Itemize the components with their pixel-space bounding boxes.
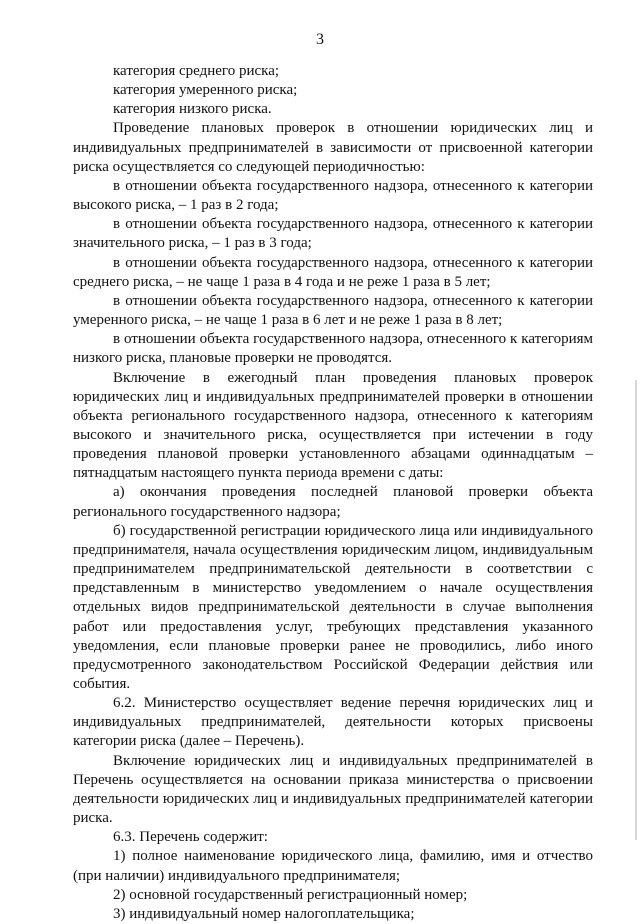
paragraph-inspection-periodicity: Проведение плановых проверок в отношении юридических лиц и индивидуальных предпринимателей в зависимости от присвоенной категории риска осуществляется со следующей периодичностью: [73,120,593,175]
paragraph-section-6-2: 6.2. Министерство осуществляет ведение перечня юридических лиц и индивидуальных предпринимателей, деятельности которых присвоены категории риска (далее – Перечень). [73,695,593,750]
paragraph-list-item-1: 1) полное наименование юридического лица, фамилию, имя и отчество (при наличии) индивидуального предпринимателя; [73,848,593,884]
paragraph-risk-moderate: категория умеренного риска; [113,82,298,99]
paragraph-list-item-2: 2) основной государственный регистрационный номер; [113,886,468,903]
paragraph-medium-risk-period: в отношении объекта государственного надзора, отнесенного к категории среднего риска, – не чаще 1 раза в 4 года и не реже 1 раза в 5 лет; [73,254,593,290]
paragraph-section-6-3: 6.3. Перечень содержит: [113,829,268,846]
paragraph-significant-risk-period: в отношении объекта государственного надзора, отнесенного к категории значительного риска, – 1 раз в 3 года; [73,216,593,252]
paragraph-item-a: а) окончания проведения последней плановой проверки объекта регионального государственного надзора; [73,484,593,520]
page-number: 3 [316,31,324,48]
paragraph-low-risk-no-inspections: в отношении объекта государственного надзора, отнесенного к категориям низкого риска, плановые проверки не проводятся. [73,331,593,367]
paragraph-list-item-3: 3) индивидуальный номер налогоплательщика; [113,905,415,922]
document-body [73,62,593,924]
paragraph-register-inclusion: Включение юридических лиц и индивидуальных предпринимателей в Перечень осуществляется на основании приказа министерства о присвоении деятельности юридических лиц и индивидуальных предпринимателей категории риска. [73,752,593,827]
paragraph-high-risk-period: в отношении объекта государственного надзора, отнесенного к категории высокого риска, – 1 раз в 2 года; [73,177,593,214]
paragraph-risk-low: категория низкого риска. [113,101,272,118]
paragraph-moderate-risk-period: в отношении объекта государственного надзора, отнесенного к категории умеренного риска, – не чаще 1 раза в 6 лет и не реже 1 раза в 8 лет; [73,292,593,329]
paragraph-risk-medium: категория среднего риска; [113,63,280,79]
paragraph-annual-plan-inclusion: Включение в ежегодный план проведения плановых проверок юридических лиц и индивидуальных предпринимателей проверки в отношении объекта регионального государственного надзора, отнесенного к категориям высокого и значительного риска, осуществляется при истечении в году проведения плановой проверки установленного абзацами одиннадцатым – пятнадцатым настоящего пункта периода времени с даты: [73,369,593,482]
scan-edge-shadow [635,380,637,840]
paragraph-item-b: б) государственной регистрации юридического лица или индивидуального предпринимателя, начала осуществления юридическим лицом, индивидуальным предпринимателем предпринимательской деятельности в соответствии с представленным в министерство уведомлением о начале осуществления отдельных видов предпринимательской деятельности в случае выполнения работ или предоставления услуг, требующих представления указанного уведомления, если плановые проверки ранее не проводились, либо иного предусмотренного законодательством Российской Федерации действия или события. [73,522,593,692]
